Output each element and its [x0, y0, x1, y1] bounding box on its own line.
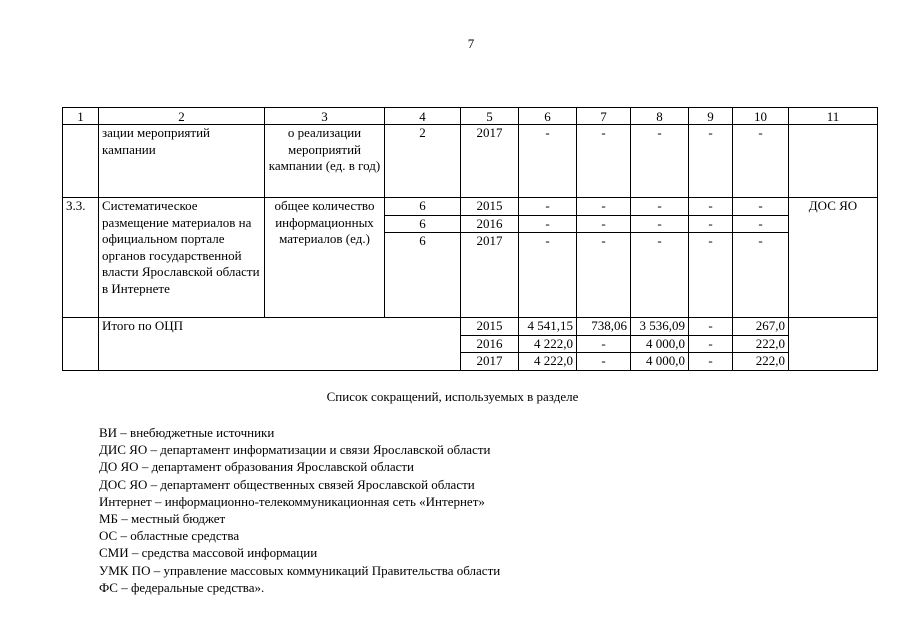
total-value-cell: 738,06: [577, 318, 631, 336]
value-cell: -: [733, 215, 789, 233]
target-value-cell: 6: [385, 215, 461, 233]
year-cell: 2017: [461, 233, 519, 318]
target-value-cell: 6: [385, 198, 461, 216]
row-number-cell: 3.3.: [63, 198, 99, 318]
value-cell: -: [519, 198, 577, 216]
abbreviations-title: Список сокращений, используемых в разделе: [326, 389, 579, 404]
list-item: МБ – местный бюджет: [99, 511, 226, 527]
executor-cell: [789, 125, 878, 198]
header-cell: 3: [265, 108, 385, 125]
total-value-cell: 4 222,0: [519, 335, 577, 353]
list-item: ДО ЯО – департамент образования Ярославской области: [99, 459, 414, 475]
total-label-cell: Итого по ОЦП: [99, 318, 461, 371]
page-number: 7: [467, 36, 475, 51]
value-cell: -: [733, 198, 789, 216]
value-cell: -: [733, 125, 789, 198]
value-cell: -: [577, 198, 631, 216]
indicator-cell: общее количество информационных материалов (ед.): [265, 198, 385, 318]
header-cell: 10: [733, 108, 789, 125]
value-cell: -: [631, 233, 689, 318]
header-cell: 5: [461, 108, 519, 125]
header-cell: 7: [577, 108, 631, 125]
target-value-cell: 6: [385, 233, 461, 318]
value-cell: -: [577, 215, 631, 233]
header-cell: 1: [63, 108, 99, 125]
value-cell: -: [577, 125, 631, 198]
total-value-cell: -: [689, 335, 733, 353]
row-number-cell: [63, 125, 99, 198]
header-cell: 4: [385, 108, 461, 125]
table-row: [63, 125, 878, 198]
value-cell: -: [689, 215, 733, 233]
year-cell: 2015: [461, 198, 519, 216]
total-value-cell: 4 541,15: [519, 318, 577, 336]
executor-cell: ДОС ЯО: [789, 198, 878, 318]
value-cell: -: [519, 125, 577, 198]
value-cell: -: [631, 198, 689, 216]
year-cell: 2017: [461, 125, 519, 198]
year-cell: 2015: [461, 318, 519, 336]
total-row: [63, 318, 878, 336]
list-item: СМИ – средства массовой информации: [99, 545, 318, 561]
total-value-cell: -: [577, 353, 631, 371]
year-cell: 2016: [461, 215, 519, 233]
total-value-cell: -: [577, 335, 631, 353]
list-item: УМК ПО – управление массовых коммуникаций Правительства области: [99, 562, 501, 578]
list-item: ВИ – внебюджетные источники: [99, 425, 275, 440]
list-item: ДОС ЯО – департамент общественных связей Ярославской области: [99, 476, 475, 492]
total-value-cell: 4 222,0: [519, 353, 577, 371]
total-value-cell: -: [689, 318, 733, 336]
list-item: Интернет – информационно-телекоммуникационная сеть «Интернет»: [99, 493, 485, 509]
header-cell: 11: [789, 108, 878, 125]
list-item: ДИС ЯО – департамент информатизации и связи Ярославской области: [99, 442, 491, 458]
year-cell: 2017: [461, 353, 519, 371]
table-row: [63, 198, 878, 216]
total-value-cell: 3 536,09: [631, 318, 689, 336]
value-cell: -: [689, 125, 733, 198]
header-cell: 9: [689, 108, 733, 125]
value-cell: -: [631, 125, 689, 198]
total-value-cell: 267,0: [733, 318, 789, 336]
list-item: ОС – областные средства: [99, 528, 240, 544]
value-cell: -: [519, 233, 577, 318]
total-value-cell: 4 000,0: [631, 335, 689, 353]
value-cell: -: [519, 215, 577, 233]
header-cell: 8: [631, 108, 689, 125]
list-item: ФС – федеральные средства».: [99, 579, 265, 595]
executor-cell: [789, 318, 878, 371]
value-cell: -: [689, 198, 733, 216]
total-value-cell: 4 000,0: [631, 353, 689, 371]
activity-name-cell: зации мероприятий кампании: [99, 125, 265, 198]
value-cell: -: [577, 233, 631, 318]
indicator-cell: о реализации мероприятий кампании (ед. в год): [265, 125, 385, 198]
row-number-cell: [63, 318, 99, 371]
value-cell: -: [631, 215, 689, 233]
header-cell: 6: [519, 108, 577, 125]
value-cell: -: [689, 233, 733, 318]
activity-name-cell: Систематическое размещение материалов на официальном портале органов государственной власти Ярославской области в Интернете: [99, 198, 265, 318]
total-value-cell: 222,0: [733, 335, 789, 353]
program-table: [62, 107, 878, 371]
value-cell: -: [733, 233, 789, 318]
table-header-row: [63, 108, 878, 125]
year-cell: 2016: [461, 335, 519, 353]
header-cell: 2: [99, 108, 265, 125]
target-value-cell: 2: [385, 125, 461, 198]
abbreviations-list: [99, 424, 500, 596]
total-value-cell: -: [689, 353, 733, 371]
total-value-cell: 222,0: [733, 353, 789, 371]
